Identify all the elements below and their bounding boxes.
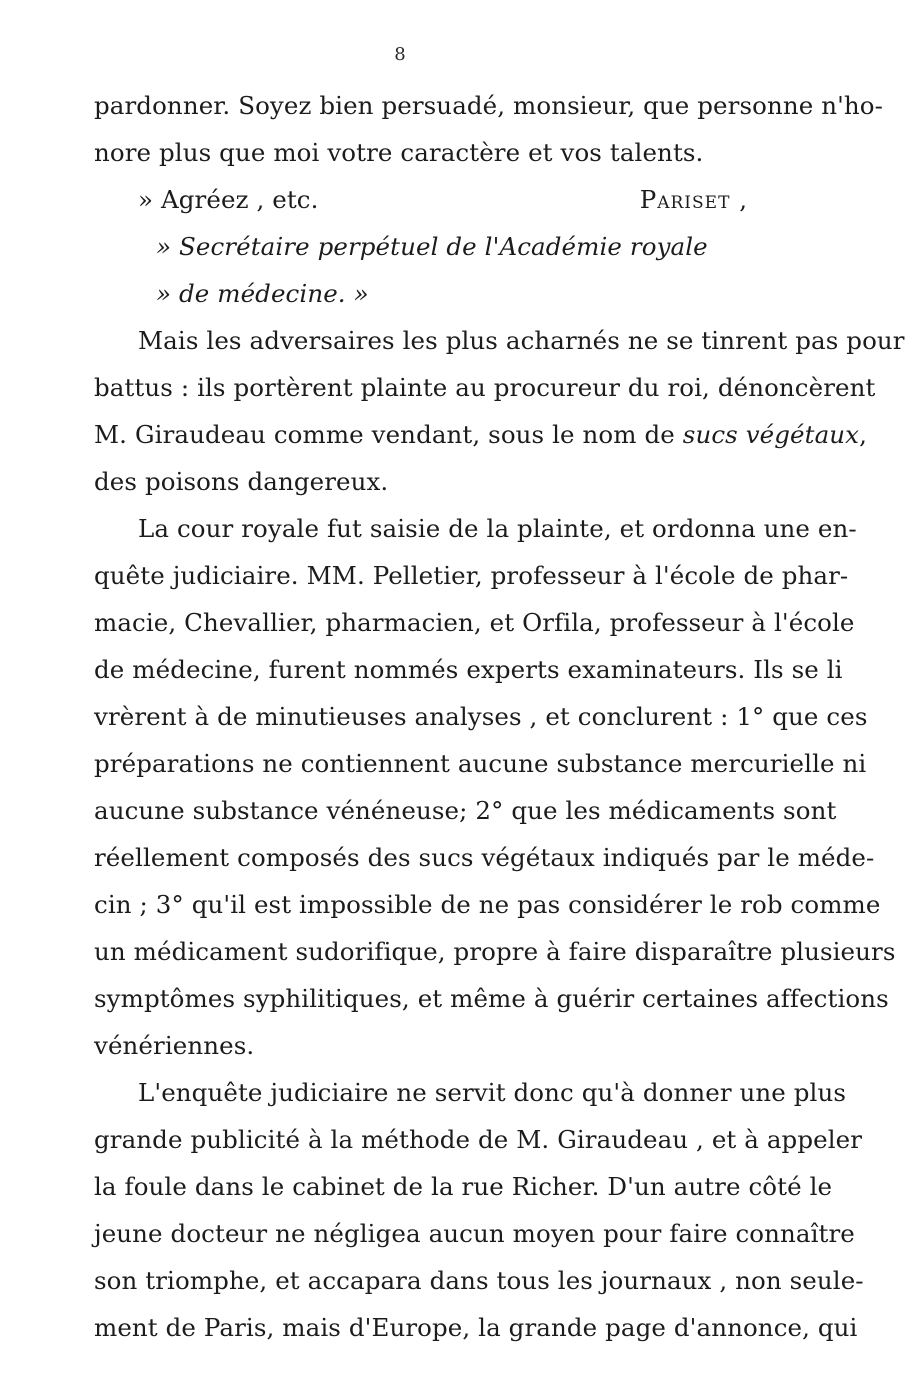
letter-line: nore plus que moi votre caractère et vos talents. [94, 138, 704, 167]
paragraph-line: son triomphe, et accapara dans tous les journaux , non seule- [94, 1266, 864, 1295]
paragraph-line: macie, Chevallier, pharmacien, et Orfila, professeur à l'école [94, 608, 855, 637]
paragraph-line: vrèrent à de minutieuses analyses , et conclurent : 1° que ces [94, 702, 868, 731]
page-body [94, 82, 905, 1351]
paragraph-line: la foule dans le cabinet de la rue Richer. D'un autre côté le [94, 1172, 833, 1201]
paragraph-line: L'enquête judiciaire ne servit donc qu'à donner une plus [138, 1078, 847, 1107]
paragraph-line: de médecine, furent nommés experts examinateurs. Ils se li [94, 655, 843, 684]
signature-name: Pariset , [639, 185, 748, 214]
signature-title-line: » Secrétaire perpétuel de l'Académie royale [156, 232, 708, 261]
paragraph-line: battus : ils portèrent plainte au procureur du roi, dénoncèrent [94, 373, 876, 402]
paragraph-line: aucune substance vénéneuse; 2° que les médicaments sont [94, 796, 837, 825]
letter-closing: » Agréez , etc. [138, 185, 319, 214]
paragraph-line: vénériennes. [94, 1031, 255, 1060]
paragraph-line: symptômes syphilitiques, et même à guérir certaines affections [94, 984, 889, 1013]
paragraph-text: M. Giraudeau comme vendant, sous le nom de [94, 420, 683, 449]
paragraph-line: La cour royale fut saisie de la plainte, et ordonna une en- [138, 514, 857, 543]
paragraph-line: des poisons dangereux. [94, 467, 389, 496]
italic-term: sucs végétaux [682, 420, 860, 449]
page-number: 8 [394, 44, 406, 65]
paragraph-line: réellement composés des sucs végétaux indiqués par le méde- [94, 843, 875, 872]
paragraph-line: ment de Paris, mais d'Europe, la grande page d'annonce, qui [94, 1313, 858, 1342]
paragraph-line: cin ; 3° qu'il est impossible de ne pas considérer le rob comme [94, 890, 881, 919]
signature-title-line: » de médecine. » [156, 279, 369, 308]
paragraph-line: un médicament sudorifique, propre à faire disparaître plusieurs [94, 937, 896, 966]
paragraph-line: jeune docteur ne négligea aucun moyen pour faire connaître [94, 1219, 855, 1248]
letter-closing-row [94, 176, 754, 223]
letter-line: pardonner. Soyez bien persuadé, monsieur, que personne n'ho- [94, 91, 884, 120]
paragraph-line: préparations ne contiennent aucune substance mercurielle ni [94, 749, 867, 778]
paragraph-line: Mais les adversaires les plus acharnés ne se tinrent pas pour [138, 326, 905, 355]
paragraph-line: quête judiciaire. MM. Pelletier, professeur à l'école de phar- [94, 561, 849, 590]
paragraph-line: grande publicité à la méthode de M. Giraudeau , et à appeler [94, 1125, 863, 1154]
paragraph-text: , [859, 420, 867, 449]
paragraph-line [94, 411, 867, 458]
